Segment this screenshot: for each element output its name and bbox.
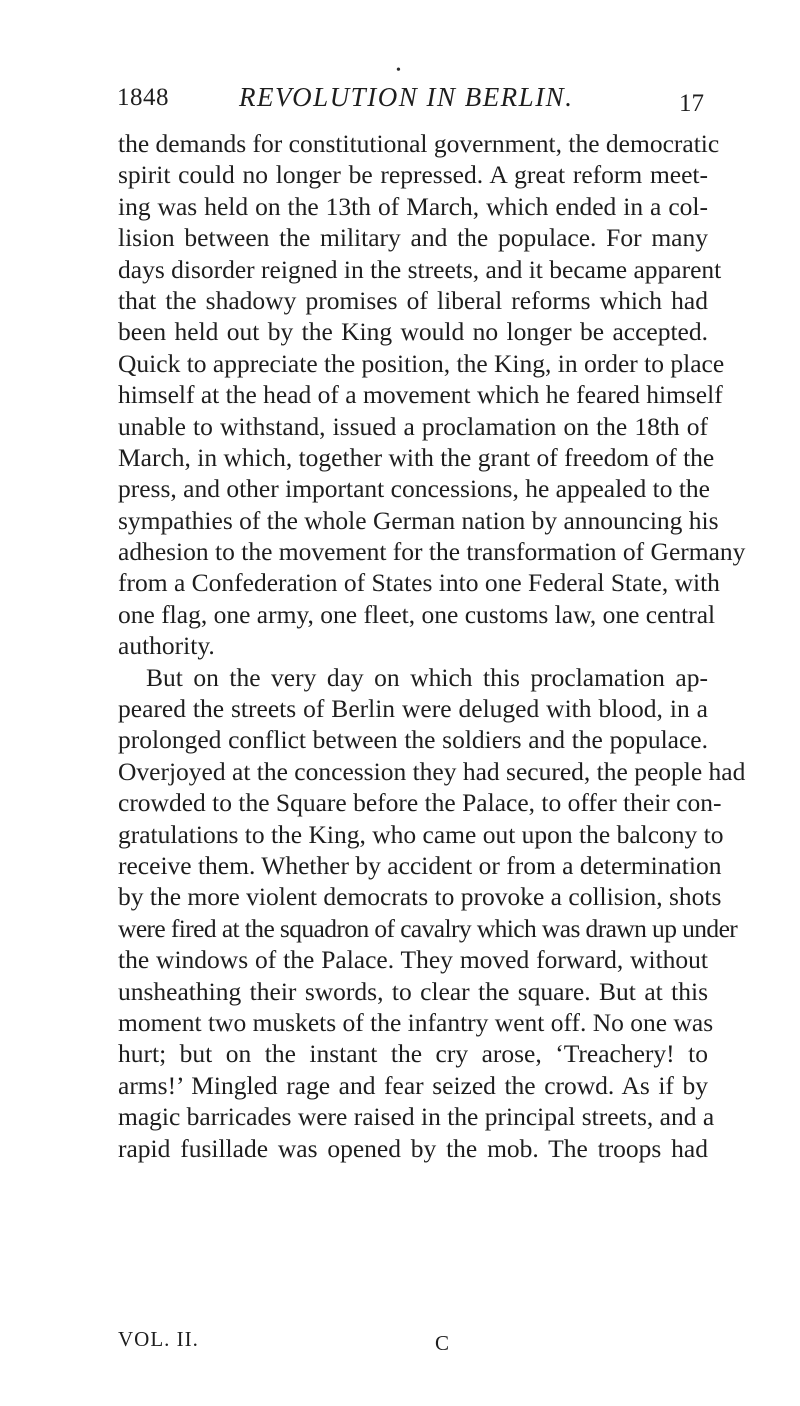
page-number: 17: [679, 90, 704, 117]
text-line: Overjoyed at the concession they had secured, the people had: [118, 756, 746, 786]
text-line: adhesion to the movement for the transformation of Germany: [118, 537, 746, 567]
text-line: Quick to appreciate the position, the King, in order to place: [118, 348, 725, 378]
text-line: lision between the military and the populace. For many: [118, 223, 708, 253]
text-line: hurt; but on the instant the cry arose, ‘Treachery! to: [118, 1039, 708, 1069]
text-line: peared the streets of Berlin were deluged with blood, in a: [118, 694, 708, 724]
page-footer: [118, 1327, 458, 1355]
text-line: ing was held on the 13th of March, which ended in a col-: [118, 191, 708, 221]
body-text: [118, 128, 746, 1164]
text-line: prolonged conflict between the soldiers and the populace.: [118, 725, 708, 755]
text-line: himself at the head of a movement which he feared himself: [118, 380, 723, 410]
text-line: from a Confederation of States into one Federal State, with: [118, 568, 720, 598]
text-line: that the shadowy promises of liberal reforms which had: [118, 285, 708, 315]
text-line: the windows of the Palace. They moved forward, without: [118, 945, 708, 975]
volume-label: VOL. II.: [118, 1327, 199, 1351]
paragraph-end-line: authority.: [118, 631, 215, 661]
signature-mark: C: [435, 1331, 450, 1355]
text-line: days disorder reigned in the streets, and it became apparent: [118, 254, 722, 284]
text-line: were fired at the squadron of cavalry which was drawn up under: [118, 913, 738, 943]
running-title: REVOLUTION IN BERLIN.: [239, 82, 574, 112]
running-header: [117, 78, 704, 118]
text-line: rapid fusillade was opened by the mob. The troops had: [118, 1133, 708, 1163]
text-line: gratulations to the King, who came out upon the balcony to: [118, 819, 724, 849]
text-line: moment two muskets of the infantry went off. No one was: [118, 1007, 714, 1037]
text-line: magic barricades were raised in the principal streets, and a: [118, 1102, 715, 1132]
text-line: by the more violent democrats to provoke a collision, shots: [118, 882, 722, 912]
text-line: the demands for constitutional government, the democratic: [118, 129, 720, 158]
text-line: one flag, one army, one fleet, one customs law, one central: [118, 599, 716, 629]
text-line: crowded to the Square before the Palace, to offer their con-: [118, 788, 722, 818]
text-line: press, and other important concessions, he appealed to the: [118, 474, 710, 504]
text-line: unable to withstand, issued a proclamation on the 18th of: [118, 411, 708, 441]
text-line: been held out by the King would no longer be accepted.: [118, 317, 708, 347]
text-line: March, in which, together with the grant of freedom of the: [118, 442, 715, 472]
text-line: receive them. Whether by accident or from a determination: [118, 850, 722, 880]
text-line: unsheathing their swords, to clear the square. But at this: [118, 976, 708, 1006]
paragraph-start-line: But on the very day on which this proclamation ap-: [146, 662, 708, 692]
text-line: sympathies of the whole German nation by announcing his: [118, 505, 719, 535]
header-year: 1848: [117, 84, 169, 111]
text-line: arms!’ Mingled rage and fear seized the crowd. As if by: [118, 1070, 708, 1100]
text-line: spirit could no longer be repressed. A great reform meet-: [118, 160, 708, 190]
stray-mark: •: [396, 63, 401, 78]
